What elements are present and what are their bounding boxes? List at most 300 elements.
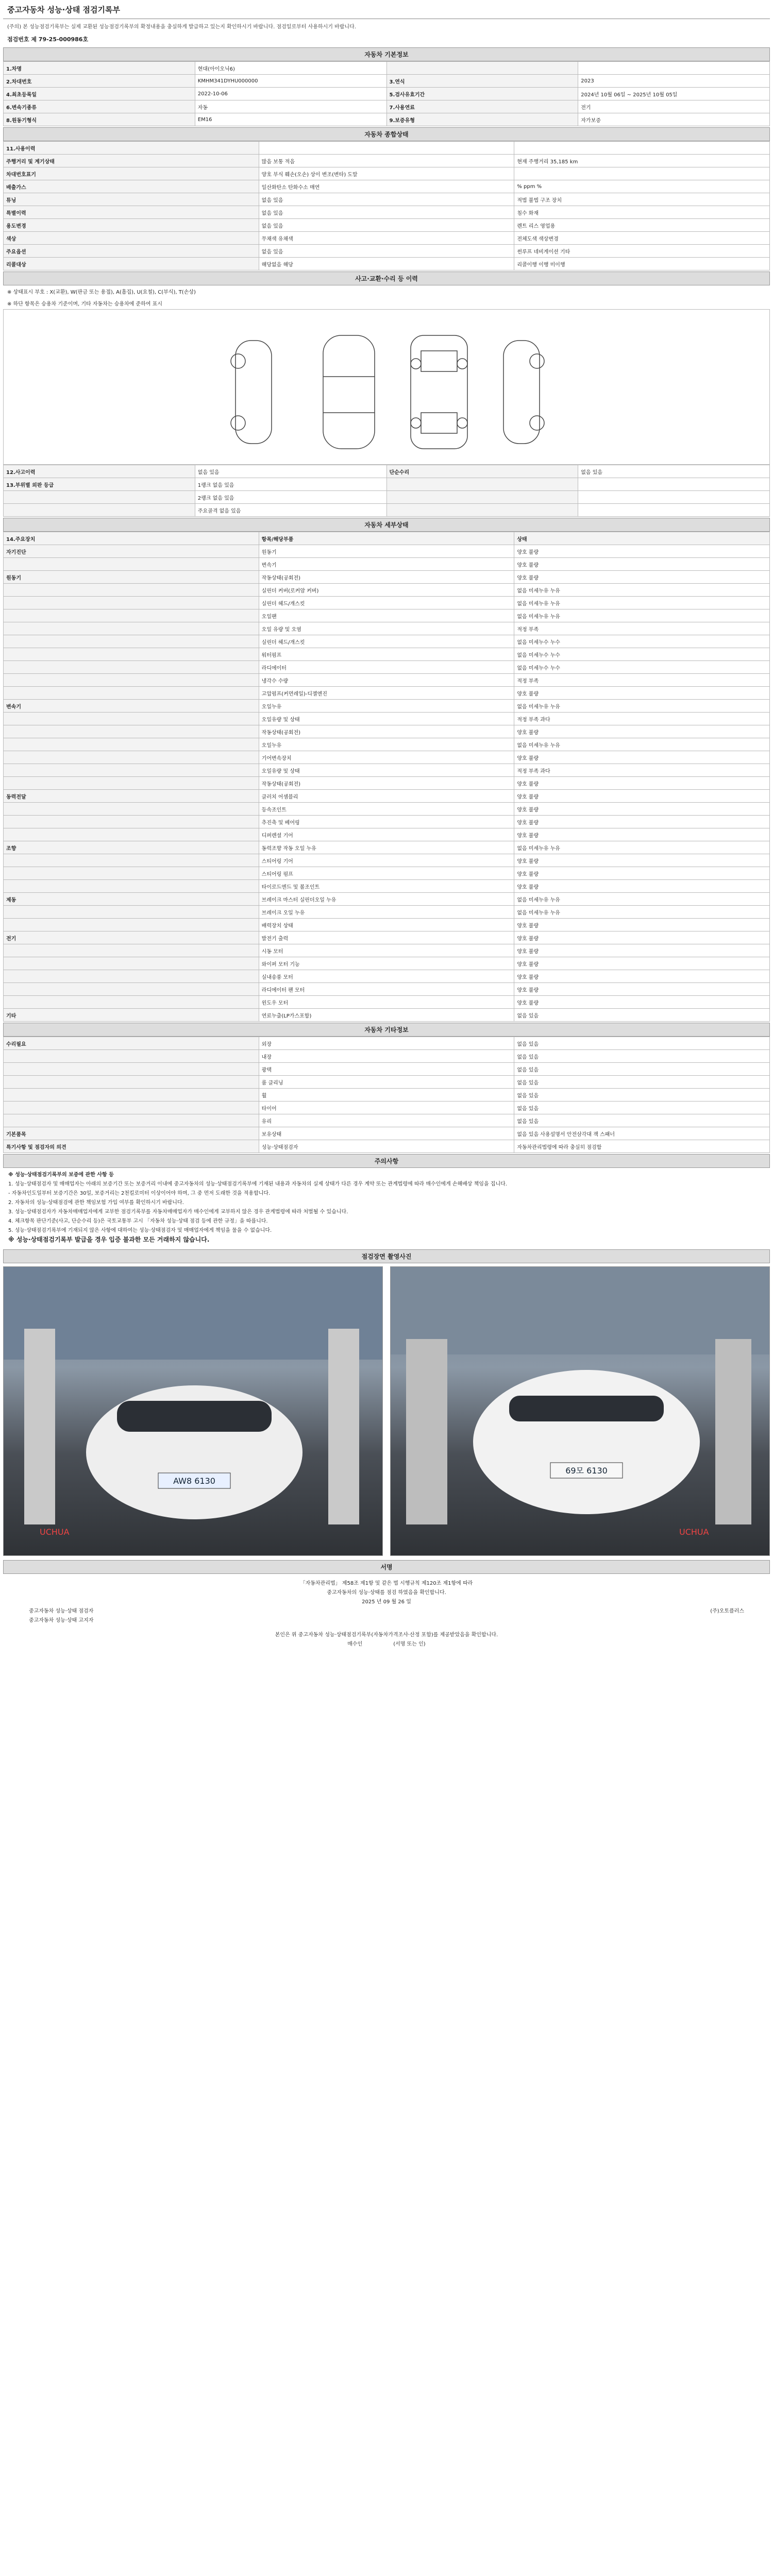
other-state: 없음 있음 (514, 1063, 770, 1076)
overall-state: 많음 보통 적음 (259, 155, 514, 167)
table-row (4, 219, 770, 232)
detail-group (4, 558, 259, 571)
detail-group (4, 996, 259, 1009)
overall-state: 없음 있음 (259, 219, 514, 232)
basic-label: 6.변속기종류 (4, 100, 195, 113)
accident-state: 2랭크 없음 있음 (195, 491, 386, 504)
detail-group: 제동 (4, 893, 259, 906)
table-row (4, 944, 770, 957)
detail-state: 없음 미세누수 누수 (514, 635, 770, 648)
detail-state: 없음 있음 (514, 1009, 770, 1022)
table-row (4, 584, 770, 597)
table-row (4, 996, 770, 1009)
overall-state: 양호 부식 훼손(오손) 상이 변조(변타) 도말 (259, 167, 514, 180)
detail-group (4, 816, 259, 828)
detail-head-item: 항목/해당부품 (259, 532, 514, 545)
detail-group: 조향 (4, 841, 259, 854)
table-row (4, 1050, 770, 1063)
receiver-label: 매수인 (347, 1641, 363, 1647)
other-group (4, 1076, 259, 1089)
detail-group (4, 828, 259, 841)
table-row (4, 571, 770, 584)
overall-label: 튜닝 (4, 193, 259, 206)
detail-item: 오일유량 및 상태 (259, 764, 514, 777)
detail-group (4, 854, 259, 867)
photo-front (3, 1266, 383, 1556)
overall-state: 없음 있음 (259, 245, 514, 258)
table-row (4, 1037, 770, 1050)
table-row (4, 648, 770, 661)
table-row (4, 841, 770, 854)
overall-label: 특별이력 (4, 206, 259, 219)
table-row (4, 245, 770, 258)
notifier-label: 중고자동차 성능·상태 고지자 (29, 1618, 94, 1623)
detail-item: 작동상태(공회전) (259, 571, 514, 584)
car-diagram (3, 309, 770, 465)
section-basic: 자동차 기본정보 (3, 47, 770, 61)
detail-state: 양호 불량 (514, 867, 770, 880)
detail-item: 오일누유 (259, 738, 514, 751)
table-row (4, 75, 770, 88)
table-row (4, 983, 770, 996)
detail-state: 양호 불량 (514, 854, 770, 867)
caution-item: 3. 성능·상태점검자가 자동차매매업자에게 교부한 점검기록부를 자동차매매업자가 매수인에게 교부하지 않은 경우 관계법령에 따라 처벌될 수 있습니다. (8, 1209, 348, 1215)
other-item: 유리 (259, 1114, 514, 1127)
overall-label: 색상 (4, 232, 259, 245)
detail-group (4, 803, 259, 816)
basic-extra-value (578, 62, 770, 75)
accident-table (3, 465, 770, 517)
overall-table (3, 141, 770, 270)
overall-label: 용도변경 (4, 219, 259, 232)
overall-state (259, 142, 514, 155)
table-row (4, 854, 770, 867)
caution-block (3, 1168, 770, 1248)
other-group (4, 1101, 259, 1114)
caution-item: - 자동차인도일부터 보증기간은 30일, 보증거리는 2천킬로미터 이상이어야 하며, 그 중 먼저 도래한 것을 적용합니다. (8, 1191, 271, 1196)
detail-group (4, 713, 259, 725)
detail-item: 작동상태(공회전) (259, 777, 514, 790)
detail-group (4, 944, 259, 957)
table-row (4, 1101, 770, 1114)
detail-item: 배력장치 상태 (259, 919, 514, 931)
other-group (4, 1063, 259, 1076)
detail-state: 없음 미세누유 누유 (514, 738, 770, 751)
basic-value: 자동 (195, 100, 386, 113)
other-item: 외장 (259, 1037, 514, 1050)
table-row (4, 155, 770, 167)
detail-state: 양호 불량 (514, 983, 770, 996)
basic-label: 1.차명 (4, 62, 195, 75)
detail-item: 브레이크 마스터 실린더오일 누유 (259, 893, 514, 906)
detail-item: 워터펌프 (259, 648, 514, 661)
detail-state: 적정 부족 (514, 622, 770, 635)
caution-item: 1. 성능·상태점검자 및 매매업자는 아래의 보증기간 또는 보증거리 이내에 중고자동차의 성능·상태점검기록부에 기재된 내용과 자동차의 실제 상태가 다른 경우 계약 또는 관계법령에 따라 매수인에게 손해배상 책임을 집니다. (8, 1181, 507, 1187)
overall-state: 없음 있음 (259, 206, 514, 219)
table-row (4, 777, 770, 790)
document-title: 중고자동차 성능·상태 점검기록부 (3, 0, 770, 19)
car-frame-view (411, 335, 467, 449)
detail-group (4, 597, 259, 609)
inspector-name: (주)오토플러스 (710, 1608, 744, 1614)
notice-text: (주의) 본 성능점검기록부는 실제 교환된 성능점검기록부의 확정내용을 충실하게 발급하고 있는지 확인하시기 바랍니다. 점검일로부터 사용하시기 바랍니다. (7, 24, 356, 30)
detail-group (4, 609, 259, 622)
basic-table (3, 61, 770, 126)
other-group: 특기사항 및 점검자의 의견 (4, 1140, 259, 1153)
sign-date: 2025 년 09 월 26 일 (362, 1599, 411, 1605)
accident-state: 1랭크 없음 있음 (195, 478, 386, 491)
detail-table (3, 532, 770, 1022)
detail-item: 변속기 (259, 558, 514, 571)
detail-group (4, 584, 259, 597)
basic-extra-value: 2023 (578, 75, 770, 88)
other-item: 타이어 (259, 1101, 514, 1114)
detail-group (4, 648, 259, 661)
detail-item: 기어변속장치 (259, 751, 514, 764)
detail-item: 디퍼렌셜 기어 (259, 828, 514, 841)
overall-note: 렌트 리스 영업용 (514, 219, 770, 232)
table-row (4, 113, 770, 126)
detail-group (4, 764, 259, 777)
basic-extra-label (386, 62, 578, 75)
table-row (4, 970, 770, 983)
table-row (4, 906, 770, 919)
detail-group (4, 906, 259, 919)
overall-note: 침수 화재 (514, 206, 770, 219)
table-row (4, 465, 770, 478)
detail-state: 양호 불량 (514, 957, 770, 970)
table-row (4, 1063, 770, 1076)
photo-rear (390, 1266, 770, 1556)
table-row (4, 751, 770, 764)
detail-state: 양호 불량 (514, 816, 770, 828)
table-row (4, 1089, 770, 1101)
table-row (4, 880, 770, 893)
basic-extra-value: 2024년 10월 06일 ~ 2025년 10월 05일 (578, 88, 770, 100)
basic-extra-value: 전기 (578, 100, 770, 113)
detail-item: 연료누출(LP가스포함) (259, 1009, 514, 1022)
wheel-front-left (231, 354, 245, 368)
overall-note: 리콜이행 이행 미이행 (514, 258, 770, 270)
detail-item: 스티어링 기어 (259, 854, 514, 867)
accident-state-2: 없음 있음 (578, 465, 770, 478)
detail-head-group: 14.주요장치 (4, 532, 259, 545)
accident-state: 없음 있음 (195, 465, 386, 478)
accident-label-2 (386, 478, 578, 491)
basic-extra-label: 3.연식 (386, 75, 578, 88)
overall-label: 주행거리 및 계기상태 (4, 155, 259, 167)
table-row (4, 957, 770, 970)
basic-extra-label: 7.사용연료 (386, 100, 578, 113)
table-row (4, 803, 770, 816)
detail-item: 오일누유 (259, 700, 514, 713)
table-row (4, 1140, 770, 1153)
car-rear-illustration (391, 1267, 769, 1555)
detail-item: 스티어링 펌프 (259, 867, 514, 880)
detail-item: 고압펌프(커먼레일)-디젤엔진 (259, 687, 514, 700)
rear-plate: 69모 6130 (565, 1466, 608, 1476)
detail-group (4, 970, 259, 983)
detail-group (4, 622, 259, 635)
overall-note: 현재 주행거리 35,185 km (514, 155, 770, 167)
caution-item: 5. 성능·상태점검기록부에 기재되지 않은 사항에 대하여는 성능·상태점검자 및 매매업자에게 책임을 물을 수 없습니다. (8, 1228, 272, 1233)
table-row (4, 687, 770, 700)
detail-item: 타이로드엔드 및 볼조인트 (259, 880, 514, 893)
overall-label: 리콜대상 (4, 258, 259, 270)
wheel-front-right (530, 354, 544, 368)
section-overall: 자동차 종합상태 (3, 127, 770, 141)
detail-group: 원동기 (4, 571, 259, 584)
detail-state: 없음 미세누유 누유 (514, 700, 770, 713)
detail-item: 윈도우 모터 (259, 996, 514, 1009)
table-row (4, 478, 770, 491)
detail-group (4, 687, 259, 700)
detail-state: 양호 불량 (514, 931, 770, 944)
table-row (4, 206, 770, 219)
table-row (4, 88, 770, 100)
detail-state: 양호 불량 (514, 790, 770, 803)
accident-state-2 (578, 478, 770, 491)
accident-state: 주요골격 없음 있음 (195, 504, 386, 517)
inspector-label: 중고자동차 성능·상태 점검자 (29, 1608, 94, 1614)
table-row (4, 674, 770, 687)
detail-group (4, 635, 259, 648)
car-top-view (323, 335, 375, 449)
sign-line-2: 중고자동차의 성능·상태를 점검 하였음을 확인합니다. (327, 1590, 446, 1596)
car-left-side (236, 341, 272, 444)
accident-label-2: 단순수리 (386, 465, 578, 478)
detail-state: 양호 불량 (514, 803, 770, 816)
basic-label: 2.차대번호 (4, 75, 195, 88)
table-row (4, 828, 770, 841)
basic-value: KMHM341DYHU000000 (195, 75, 386, 88)
detail-state: 없음 미세누유 누유 (514, 609, 770, 622)
overall-note: 썬루프 네비게이션 기타 (514, 245, 770, 258)
receiver-sign: (서명 또는 인) (393, 1641, 426, 1647)
basic-extra-value: 자가보증 (578, 113, 770, 126)
table-row (4, 1127, 770, 1140)
other-state: 없음 있음 (514, 1076, 770, 1089)
overall-state: 무채색 유채색 (259, 232, 514, 245)
table-row (4, 504, 770, 517)
table-row (4, 491, 770, 504)
detail-item: 냉각수 수량 (259, 674, 514, 687)
sign-line-1: 「자동차관리법」 제58조 제1항 및 같은 법 시행규칙 제120조 제1항에 따라 (300, 1581, 473, 1586)
accident-label: 13.부위별 외판 등급 (4, 478, 195, 491)
confirm-text: 본인은 위 중고자동차 성능·상태점검기록부(자동차가격조사·산정 포함)를 제공받았음을 확인합니다. (275, 1632, 498, 1638)
front-plate: AW8 6130 (173, 1476, 215, 1486)
wheel-rear-right (530, 416, 544, 430)
accident-label (4, 491, 195, 504)
detail-group (4, 983, 259, 996)
other-item: 보유상태 (259, 1127, 514, 1140)
detail-item: 실내송풍 모터 (259, 970, 514, 983)
basic-extra-label: 5.검사유효기간 (386, 88, 578, 100)
detail-item: 발전기 출력 (259, 931, 514, 944)
basic-label: 8.원동기형식 (4, 113, 195, 126)
detail-state: 양호 불량 (514, 944, 770, 957)
detail-state: 양호 불량 (514, 919, 770, 931)
table-row (4, 180, 770, 193)
detail-group (4, 661, 259, 674)
other-state: 없음 있음 (514, 1101, 770, 1114)
detail-state: 없음 미세누수 누수 (514, 648, 770, 661)
detail-state: 없음 미세누유 누유 (514, 906, 770, 919)
detail-item: 클러치 어셈블리 (259, 790, 514, 803)
accident-label (4, 504, 195, 517)
overall-note: 전체도색 색상변경 (514, 232, 770, 245)
detail-state: 적정 부족 과다 (514, 713, 770, 725)
accident-state-2 (578, 504, 770, 517)
detail-state: 양호 불량 (514, 996, 770, 1009)
table-row (4, 661, 770, 674)
other-item: 광택 (259, 1063, 514, 1076)
detail-group: 기타 (4, 1009, 259, 1022)
detail-item: 동력조향 작동 오일 누유 (259, 841, 514, 854)
detail-state: 양호 불량 (514, 970, 770, 983)
caution-emphasis: ※ 성능·상태점검기록부 발급을 경우 입증 불과한 모든 거래하지 않습니다. (8, 1236, 210, 1243)
detail-group (4, 919, 259, 931)
other-state: 없음 있음 사용설명서 안전삼각대 잭 스패너 (514, 1127, 770, 1140)
signature-block (3, 1574, 770, 1654)
other-group (4, 1050, 259, 1063)
detail-item: 와이퍼 모터 기능 (259, 957, 514, 970)
basic-extra-label: 9.보증유형 (386, 113, 578, 126)
detail-state: 양호 불량 (514, 687, 770, 700)
overall-note: 적법 불법 구조 장치 (514, 193, 770, 206)
section-photos: 점검장면 촬영사진 (3, 1249, 770, 1263)
detail-state: 없음 미세누유 누유 (514, 597, 770, 609)
detail-state: 양호 불량 (514, 725, 770, 738)
table-row (4, 738, 770, 751)
accident-legend-2: ※ 하단 항목은 승용차 기준이며, 기타 자동차는 승용차에 준하여 표시 (7, 301, 162, 307)
accident-label: 12.사고이력 (4, 465, 195, 478)
section-signature: 서명 (3, 1560, 770, 1574)
overall-label: 차대번호표기 (4, 167, 259, 180)
basic-value: 현대(아이오닉6) (195, 62, 386, 75)
photo-row (3, 1263, 770, 1559)
table-row (4, 1076, 770, 1089)
detail-item: 실린더 커버(로커암 커버) (259, 584, 514, 597)
detail-group (4, 777, 259, 790)
table-row (4, 713, 770, 725)
overall-label: 주요옵션 (4, 245, 259, 258)
detail-item: 시동 모터 (259, 944, 514, 957)
table-row (4, 100, 770, 113)
detail-item: 추진축 및 베어링 (259, 816, 514, 828)
table-row (4, 893, 770, 906)
overall-label: 배출가스 (4, 180, 259, 193)
table-row (4, 816, 770, 828)
detail-state: 적정 부족 과다 (514, 764, 770, 777)
detail-item: 오일유량 및 상태 (259, 713, 514, 725)
wheel-rear-left (231, 416, 245, 430)
table-row (4, 931, 770, 944)
detail-group (4, 880, 259, 893)
detail-item: 실린더 헤드/개스킷 (259, 635, 514, 648)
other-group: 수리필요 (4, 1037, 259, 1050)
other-state: 없음 있음 (514, 1114, 770, 1127)
basic-value: 2022-10-06 (195, 88, 386, 100)
front-brand: UCHUA (40, 1527, 70, 1537)
table-row (4, 1114, 770, 1127)
accident-legend: ※ 상태표시 부호 : X(교환), W(판금 또는 용접), A(흠집), U(요철), C(부식), T(손상) (7, 290, 196, 295)
detail-state: 양호 불량 (514, 777, 770, 790)
detail-group (4, 725, 259, 738)
detail-item: 등속조인트 (259, 803, 514, 816)
other-item: 휠 (259, 1089, 514, 1101)
section-other: 자동차 기타정보 (3, 1023, 770, 1037)
basic-label: 4.최초등록일 (4, 88, 195, 100)
section-detail: 자동차 세부상태 (3, 518, 770, 532)
overall-note (514, 142, 770, 155)
doc-number: 점검번호 제 79-25-000986호 (7, 36, 89, 43)
table-row (4, 919, 770, 931)
basic-value: EM16 (195, 113, 386, 126)
section-caution: 주의사항 (3, 1154, 770, 1168)
table-row (4, 1009, 770, 1022)
table-row (4, 764, 770, 777)
detail-head-state: 상태 (514, 532, 770, 545)
detail-item: 라디에이터 팬 모터 (259, 983, 514, 996)
detail-group: 변속기 (4, 700, 259, 713)
table-row (4, 167, 770, 180)
other-item: 내장 (259, 1050, 514, 1063)
caution-title: ※ 성능·상태점검기록부의 보증에 관한 사항 등 (8, 1172, 114, 1178)
detail-item: 원동기 (259, 545, 514, 558)
table-row (4, 545, 770, 558)
detail-group (4, 674, 259, 687)
table-row (4, 790, 770, 803)
detail-group (4, 867, 259, 880)
detail-state: 양호 불량 (514, 545, 770, 558)
detail-state: 양호 불량 (514, 558, 770, 571)
detail-item: 실린더 헤드/개스킷 (259, 597, 514, 609)
detail-item: 라디에이터 (259, 661, 514, 674)
table-row (4, 142, 770, 155)
detail-group (4, 957, 259, 970)
other-item: 성능·상태점검자 (259, 1140, 514, 1153)
detail-group (4, 751, 259, 764)
detail-state: 양호 불량 (514, 571, 770, 584)
detail-state: 양호 불량 (514, 828, 770, 841)
other-state: 없음 있음 (514, 1050, 770, 1063)
section-accident: 사고·교환·수리 등 이력 (3, 272, 770, 285)
detail-state: 적정 부족 (514, 674, 770, 687)
other-state: 자동차관리법령에 따라 충실히 점검함 (514, 1140, 770, 1153)
table-row (4, 725, 770, 738)
detail-group: 동력전달 (4, 790, 259, 803)
other-item: 룸 클리닝 (259, 1076, 514, 1089)
detail-group (4, 738, 259, 751)
table-row (4, 635, 770, 648)
table-row (4, 193, 770, 206)
table-row (4, 622, 770, 635)
detail-state: 없음 미세누수 누수 (514, 661, 770, 674)
table-row (4, 867, 770, 880)
detail-item: 작동상태(공회전) (259, 725, 514, 738)
other-table (3, 1037, 770, 1153)
detail-group: 자기진단 (4, 545, 259, 558)
detail-group: 전기 (4, 931, 259, 944)
table-row (4, 597, 770, 609)
table-row (4, 258, 770, 270)
other-state: 없음 있음 (514, 1037, 770, 1050)
detail-state: 양호 불량 (514, 751, 770, 764)
detail-state: 없음 미세누유 누유 (514, 893, 770, 906)
car-front-illustration (4, 1267, 382, 1555)
other-group (4, 1114, 259, 1127)
